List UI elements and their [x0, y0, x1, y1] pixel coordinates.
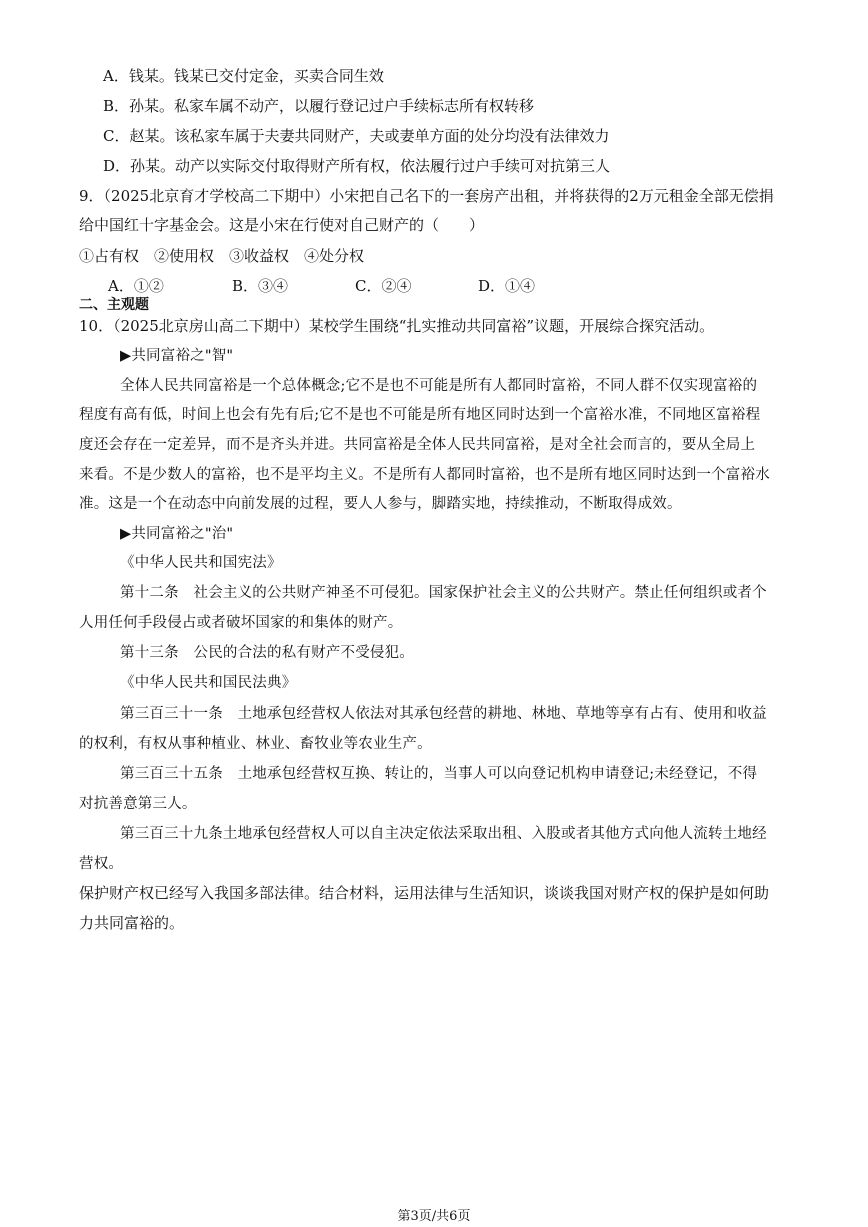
article-335-line1: 第三百三十五条 土地承包经营权互换、转让的，当事人可以向登记机构申请登记;未经登记，不得	[120, 766, 758, 782]
article-12-line2: 人用任何手段侵占或者破坏国家的和集体的财产。	[79, 615, 403, 631]
q9-option-b: B．③④	[232, 277, 289, 295]
article-13: 第十三条 公民的合法的私有财产不受侵犯。	[120, 645, 414, 661]
article-12-line1: 第十二条 社会主义的公共财产神圣不可侵犯。国家保护社会主义的公共财产。禁止任何组织或者个	[120, 585, 767, 601]
q9-option-a: A．①②	[108, 277, 164, 295]
article-331-line1: 第三百三十一条 土地承包经营权人依法对其承包经营的耕地、林地、草地等享有占有、使用和收益	[120, 706, 767, 722]
article-339-line2: 营权。	[79, 856, 124, 872]
law-title-constitution: 《中华人民共和国宪法》	[120, 555, 282, 571]
q8-option-b: B．孙某。私家车属不动产，以履行登记过户手续标志所有权转移	[103, 97, 535, 115]
q8-option-c: C．赵某。该私家车属于夫妻共同财产，夫或妻单方面的处分均没有法律效力	[103, 127, 610, 145]
law-title-civil-code: 《中华人民共和国民法典》	[120, 675, 297, 691]
q8-option-a: A．钱某。钱某已交付定金，买卖合同生效	[103, 67, 384, 85]
q9-stem-line1: 9．（2025北京育才学校高二下期中）小宋把自己名下的一套房产出租，并将获得的2万元租金全部无偿捐	[79, 187, 774, 205]
q9-items: ①占有权 ②使用权 ③收益权 ④处分权	[79, 247, 365, 265]
q9-option-c: C．②④	[355, 277, 412, 295]
material-paragraph-line: 度还会存在一定差异，而不是齐头并进。共同富裕是全体人民共同富裕，是对全社会而言的，要从全局上	[79, 437, 756, 453]
q9-stem-line2: 给中国红十字基金会。这是小宋在行使对自己财产的（ ）	[79, 216, 485, 234]
q9-option-d: D．①④	[478, 277, 536, 295]
material-heading-zhi: ▶共同富裕之"智"	[120, 348, 234, 364]
section-heading: 二、主观题	[79, 297, 149, 313]
material-paragraph-line: 程度有高有低，时间上也会有先有后;它不是也不可能是所有地区同时达到一个富裕水准，不同地区富裕程	[79, 407, 761, 423]
article-339-line1: 第三百三十九条土地承包经营权人可以自主决定依法采取出租、入股或者其他方式向他人流转土地经	[120, 826, 767, 842]
article-331-line2: 的权利，有权从事种植业、林业、畜牧业等农业生产。	[79, 736, 432, 752]
material-paragraph-line: 准。这是一个在动态中向前发展的过程，要人人参与，脚踏实地，持续推动，不断取得成效。	[79, 496, 682, 512]
material-heading-zhi2: ▶共同富裕之"治"	[120, 526, 234, 542]
q10-stem: 10．（2025北京房山高二下期中）某校学生围绕“扎实推动共同富裕”议题，开展综合探究活动。	[79, 317, 715, 335]
material-paragraph-line: 全体人民共同富裕是一个总体概念;它不是也不可能是所有人都同时富裕，不同人群不仅实现富裕的	[120, 378, 758, 394]
material-paragraph-line: 来看。不是少数人的富裕，也不是平均主义。不是所有人都同时富裕，也不是所有地区同时达到一个富裕水	[79, 467, 770, 483]
q8-option-d: D．孙某。动产以实际交付取得财产所有权，依法履行过户手续可对抗第三人	[103, 157, 611, 175]
q10-ask-line2: 力共同富裕的。	[79, 914, 185, 932]
q10-ask-line1: 保护财产权已经写入我国多部法律。结合材料，运用法律与生活知识，谈谈我国对财产权的保护是如何助	[79, 884, 770, 902]
page-number: 第3页/共6页	[397, 1209, 471, 1224]
article-335-line2: 对抗善意第三人。	[79, 796, 197, 812]
